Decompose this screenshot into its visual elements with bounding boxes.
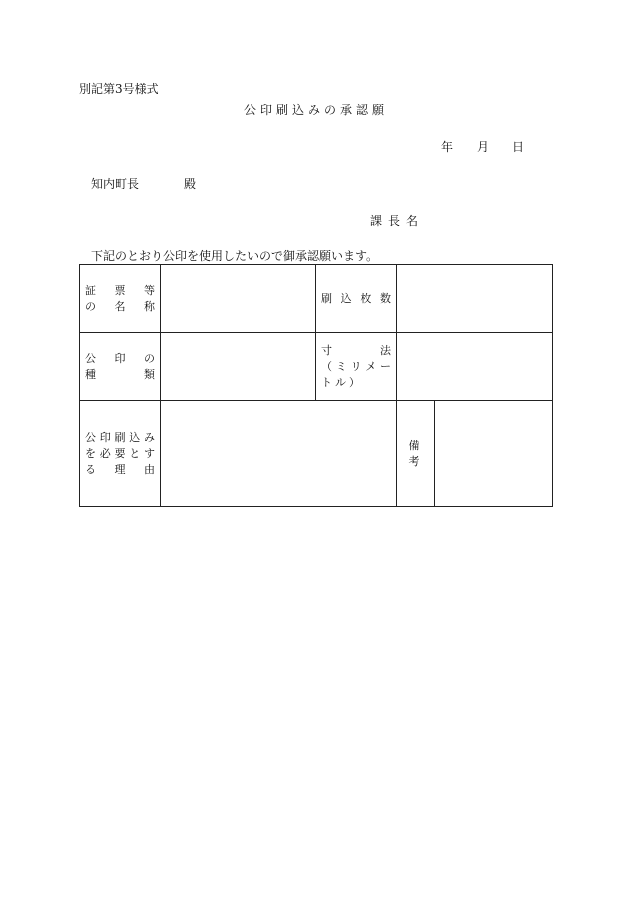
- approval-form-table: [79, 264, 553, 507]
- seal-type-label-line2: 種類: [85, 367, 155, 381]
- date-day-label: 日: [512, 140, 525, 154]
- applicant-label: 課長名: [370, 214, 425, 228]
- reason-label-line2: を必要とす: [85, 446, 155, 460]
- table-row: [80, 333, 553, 401]
- seal-type-label-cell: [80, 333, 161, 401]
- table-row: [80, 401, 553, 507]
- document-name-label-cell: [80, 265, 161, 333]
- date-month-label: 月: [477, 140, 490, 154]
- seal-type-label-line1: 公印の: [85, 351, 155, 365]
- form-number: 別記第3号様式: [79, 82, 159, 96]
- reason-label-cell: [80, 401, 161, 507]
- reason-value-cell[interactable]: [161, 401, 397, 507]
- size-label-line3: トル）: [321, 375, 363, 389]
- print-count-value-cell[interactable]: [397, 265, 553, 333]
- table-row: [80, 265, 553, 333]
- date-year-label: 年: [441, 140, 454, 154]
- seal-type-value-cell[interactable]: [161, 333, 316, 401]
- reason-label-line1: 公印刷込み: [85, 430, 155, 444]
- document-name-value-cell[interactable]: [161, 265, 316, 333]
- remarks-label: 備考: [408, 438, 423, 468]
- size-label-line1: 寸法: [321, 343, 391, 357]
- addressee-name: 知内町長: [91, 177, 140, 191]
- remarks-label-cell: [397, 401, 435, 507]
- size-value-cell[interactable]: [397, 333, 553, 401]
- document-name-label-line2: の名称: [85, 299, 155, 313]
- addressee-honorific: 殿: [184, 177, 197, 191]
- size-label-cell: [316, 333, 397, 401]
- reason-label-line3: る理由: [85, 462, 155, 476]
- print-count-label: 刷込枚数: [321, 291, 391, 305]
- document-title: 公印刷込みの承認願: [244, 103, 389, 117]
- print-count-label-cell: [316, 265, 397, 333]
- document-name-label-line1: 証票等: [85, 283, 155, 297]
- request-text: 下記のとおり公印を使用したいので御承認願います。: [91, 249, 379, 263]
- size-label-line2: （ミリメー: [321, 359, 391, 373]
- remarks-value-cell[interactable]: [435, 401, 553, 507]
